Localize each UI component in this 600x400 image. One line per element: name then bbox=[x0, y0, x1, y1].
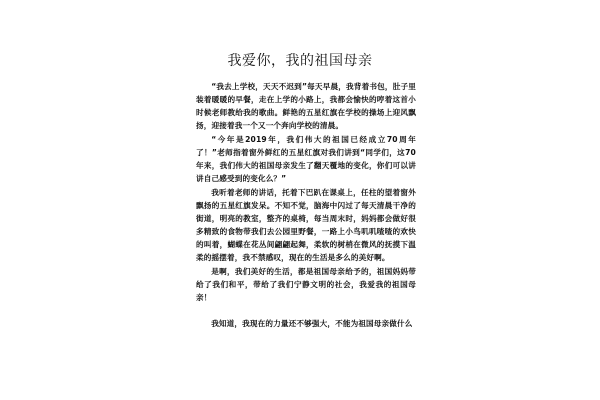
paragraph-5: 我知道，我现在的力量还不够强大，不能为祖国母亲做什么 bbox=[211, 319, 413, 328]
document-body bbox=[196, 80, 416, 331]
paragraph-4: 是啊，我们美好的生活，都是祖国母亲给予的，祖国妈妈带给了我们和平，带给了我们宁静文明的社会，我爱我的祖国母亲！ bbox=[196, 267, 416, 302]
paragraph-1: “我去上学校，天天不迟到”每天早晨，我背着书包，肚子里装着暖暖的早餐，走在上学的小路上，我都会愉快的哼着这首小时候老师教给我的歌曲。鲜艳的五星红旗在学校的操场上迎风飘扬，迎接着我一个又一个奔向学校的清晨。 bbox=[196, 82, 416, 130]
document-title: 我爱你，我的祖国母亲 bbox=[227, 53, 373, 69]
paragraph-2: “今年是2019年，我们伟大的祖国已经成立70周年了！”老师指着窗外鲜红的五星红旗对我们讲到“同学们，这70年来，我们伟大的祖国母亲发生了翻天覆地的变化，你们可以讲讲自己感受到的变化么？” bbox=[196, 135, 416, 183]
paragraph-3: 我听着老师的讲话，托着下巴趴在课桌上，任柱的望着窗外飘扬的五星红旗发呆。不知不觉，脑海中闪过了每天清晨干净的街道，明亮的教室，整齐的桌椅，每当周末时，妈妈都会做好很多精致的食物带我们去公园里野餐，一路上小鸟叽叽喳喳的欢快的叫着，蝴蝶在花丛间翩翩起舞，柔软的树梢在微风的抚摸下温柔的摇摆着，我不禁感叹，现在的生活是多么的美好啊。 bbox=[196, 188, 416, 262]
